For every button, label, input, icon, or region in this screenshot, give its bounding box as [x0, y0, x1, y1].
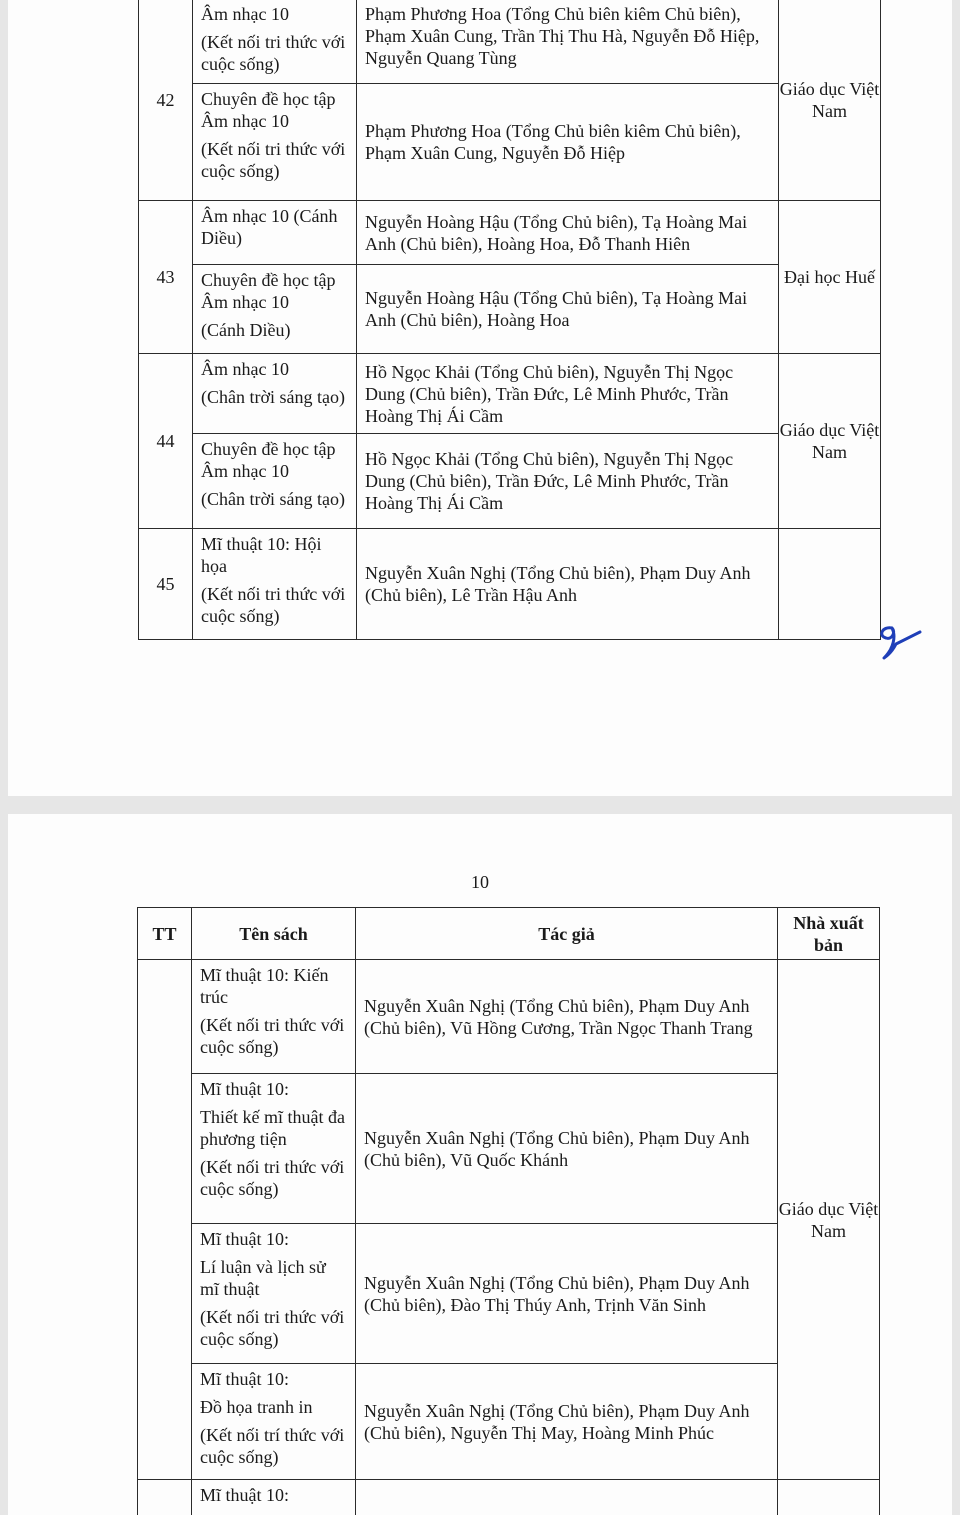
book-title-line: Mĩ thuật 10: Kiến trúc: [200, 965, 329, 1007]
book-title-line: Chuyên đề học tập Âm nhạc 10: [201, 439, 336, 481]
header-book: Tên sách: [192, 908, 356, 960]
authors-cell: Nguyễn Xuân Nghị (Tổng Chủ biên), Phạm Duy Anh (Chủ biên), Vũ Quốc Khánh: [356, 1074, 778, 1224]
book-title-line: Đồ họa tranh in: [200, 1397, 313, 1417]
book-title-cell: [193, 529, 357, 640]
book-title-line: Lí luận và lịch sử mĩ thuật: [200, 1257, 326, 1299]
row-number: [138, 960, 192, 1480]
book-title-line: (Kết nối tri thức với cuộc sống): [200, 1307, 345, 1349]
header-tt: TT: [138, 908, 192, 960]
page-number: 10: [471, 872, 489, 892]
table-row: [139, 0, 881, 84]
table-row: [139, 434, 881, 529]
book-title-cell: [192, 1074, 356, 1224]
book-title-line: Mĩ thuật 10:: [200, 1485, 289, 1505]
table-header-row: [138, 908, 880, 960]
book-title-line: (Kết nối tri thức với cuộc sống): [201, 32, 346, 74]
table-row: [139, 354, 881, 434]
book-title-line: (Kết nối trí thức với cuộc sống): [200, 1425, 345, 1467]
signature-mark: [870, 618, 926, 666]
authors-cell: Hồ Ngọc Khải (Tổng Chủ biên), Nguyễn Thị Ngọc Dung (Chủ biên), Trần Đức, Lê Minh Phước, Trần Hoàng Thị Ái Cầm: [357, 354, 779, 434]
authors-cell: Nguyễn Xuân Nghị (Tổng Chủ biên), Phạm Duy Anh (Chủ biên), Đào Thị Thúy Anh, Trịnh Văn Sinh: [356, 1224, 778, 1364]
book-title-line: Mĩ thuật 10:: [200, 1079, 289, 1099]
authors-cell: Phạm Phương Hoa (Tổng Chủ biên kiêm Chủ biên), Phạm Xuân Cung, Trần Thị Thu Hà, Nguyễn Đỗ Hiệp, Nguyễn Quang Tùng: [357, 0, 779, 84]
authors-cell: Nguyễn Xuân Nghị (Tổng Chủ biên), Phạm Duy Anh (Chủ biên), Lê Trần Hậu Anh: [357, 529, 779, 640]
authors-cell: [356, 1480, 778, 1515]
book-title-line: Âm nhạc 10: [201, 4, 289, 24]
textbook-table-page-2: [137, 907, 880, 1515]
table-row: [139, 529, 881, 640]
publisher-cell: Giáo dục Việt Nam: [779, 0, 881, 201]
book-title-line: (Kết nối tri thức với cuộc sống): [201, 139, 346, 181]
table-row: [138, 1224, 880, 1364]
book-title-line: Thiết kế mĩ thuật đa phương tiện: [200, 1107, 345, 1149]
book-title-cell: [193, 84, 357, 201]
row-number: [138, 1480, 192, 1515]
table-row: [139, 265, 881, 354]
authors-cell: Phạm Phương Hoa (Tổng Chủ biên kiêm Chủ biên), Phạm Xuân Cung, Nguyễn Đỗ Hiệp: [357, 84, 779, 201]
header-publisher: Nhà xuất bản: [778, 908, 880, 960]
publisher-cell: [779, 529, 881, 640]
book-title-cell: [192, 960, 356, 1074]
document-page-2: [8, 814, 952, 1515]
row-number: 43: [139, 201, 193, 354]
row-number: 45: [139, 529, 193, 640]
book-title-line: (Chân trời sáng tạo): [201, 387, 345, 407]
book-title-cell: [193, 434, 357, 529]
authors-cell: Nguyễn Xuân Nghị (Tổng Chủ biên), Phạm Duy Anh (Chủ biên), Nguyễn Thị May, Hoàng Minh Phúc: [356, 1364, 778, 1480]
row-number: 42: [139, 0, 193, 201]
book-title-line: (Cánh Diều): [201, 320, 291, 340]
book-title-line: Mĩ thuật 10:: [200, 1229, 289, 1249]
book-title-line: (Kết nối tri thức với cuộc sống): [201, 584, 346, 626]
table-row: [139, 201, 881, 265]
header-authors: Tác giả: [356, 908, 778, 960]
book-title-cell: [193, 0, 357, 84]
table-row: [138, 1074, 880, 1224]
authors-cell: Nguyễn Xuân Nghị (Tổng Chủ biên), Phạm Duy Anh (Chủ biên), Vũ Hồng Cương, Trần Ngọc Thanh Trang: [356, 960, 778, 1074]
book-title-line: Chuyên đề học tập Âm nhạc 10: [201, 89, 336, 131]
book-title-line: (Kết nối tri thức với cuộc sống): [200, 1157, 345, 1199]
publisher-cell: [778, 1480, 880, 1515]
book-title-line: Chuyên đề học tập Âm nhạc 10: [201, 270, 336, 312]
book-title-line: (Kết nối tri thức với cuộc sống): [200, 1015, 345, 1057]
publisher-cell: Giáo dục Việt Nam: [778, 960, 880, 1480]
table-row: [138, 1480, 880, 1515]
table-row: [138, 960, 880, 1074]
table-row: [139, 84, 881, 201]
authors-cell: Hồ Ngọc Khải (Tổng Chủ biên), Nguyễn Thị Ngọc Dung (Chủ biên), Trần Đức, Lê Minh Phước, Trần Hoàng Thị Ái Cầm: [357, 434, 779, 529]
book-title-cell: [192, 1224, 356, 1364]
authors-cell: Nguyễn Hoàng Hậu (Tổng Chủ biên), Tạ Hoàng Mai Anh (Chủ biên), Hoàng Hoa, Đỗ Thanh Hiên: [357, 201, 779, 265]
table-row: [138, 1364, 880, 1480]
book-title-line: (Chân trời sáng tạo): [201, 489, 345, 509]
book-title-cell: [192, 1480, 356, 1515]
book-title-cell: [192, 1364, 356, 1480]
book-title-cell: [193, 354, 357, 434]
document-page-1: [8, 0, 952, 796]
publisher-cell: Đại học Huế: [779, 201, 881, 354]
textbook-table-page-1: [138, 0, 881, 640]
book-title-line: Mĩ thuật 10: Hội họa: [201, 534, 322, 576]
publisher-cell: Giáo dục Việt Nam: [779, 354, 881, 529]
row-number: 44: [139, 354, 193, 529]
book-title-line: Âm nhạc 10 (Cánh Diều): [201, 206, 338, 248]
book-title-cell: [193, 265, 357, 354]
book-title-line: Âm nhạc 10: [201, 359, 289, 379]
book-title-cell: [193, 201, 357, 265]
authors-cell: Nguyễn Hoàng Hậu (Tổng Chủ biên), Tạ Hoàng Mai Anh (Chủ biên), Hoàng Hoa: [357, 265, 779, 354]
book-title-line: Mĩ thuật 10:: [200, 1369, 289, 1389]
